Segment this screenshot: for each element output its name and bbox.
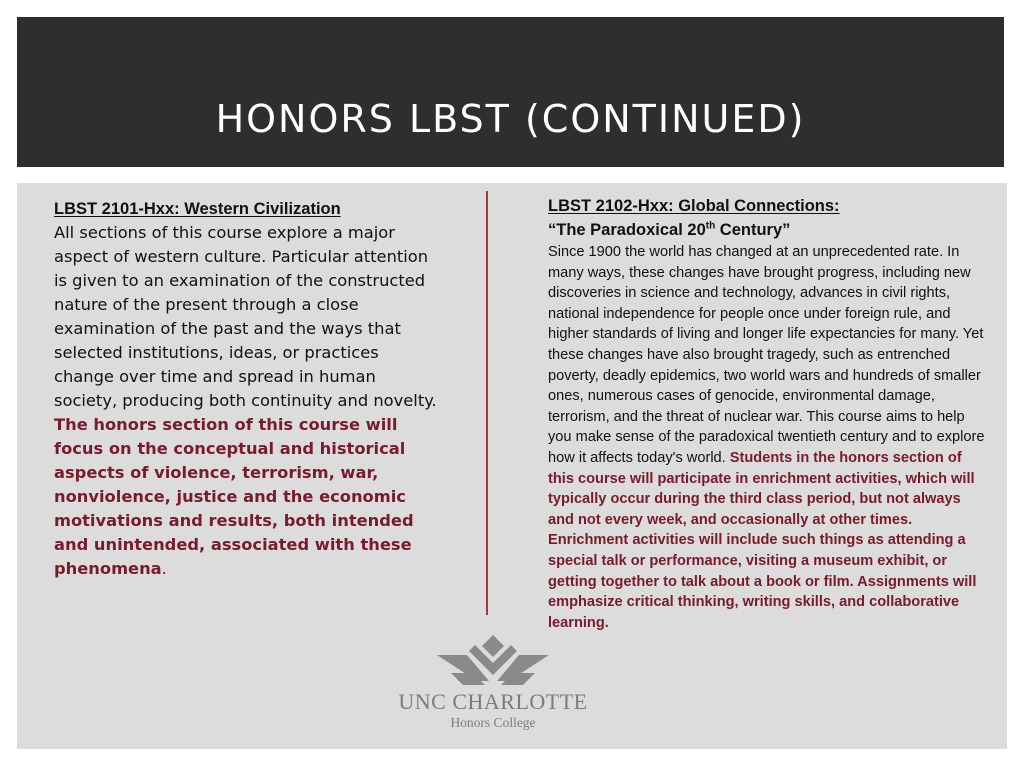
- right-column: [548, 195, 986, 633]
- left-course-title: LBST 2101-Hxx: Western Civilization: [54, 200, 341, 218]
- crown-icon: [373, 631, 613, 691]
- title-bar: [17, 17, 1004, 167]
- left-column: [54, 197, 442, 581]
- right-course-subtitle: “The Paradoxical 20th Century”: [548, 220, 791, 239]
- column-divider: [486, 191, 488, 615]
- slide-title: HONORS LBST (CONTINUED): [215, 97, 806, 141]
- right-course-description: Since 1900 the world has changed at an unprecedented rate. In many ways, these changes have brought progress, including new discoveries in science and technology, advances in civil rights, national independence for people once under foreign rule, and higher standards of living and longer life expectancies for many. Yet these changes have also brought tragedy, such as entrenched poverty, deadly epidemics, two world wars and hundreds of smaller ones, numerous cases of genocide, environmental damage, terrorism, and the threat of nuclear war. This course aims to help you make sense of the paradoxical twentieth century and to explore how it affects today's world.: [548, 244, 985, 466]
- unc-charlotte-logo: [373, 631, 613, 741]
- logo-name: UNC CHARLOTTE: [398, 689, 588, 714]
- left-ending-period: .: [161, 559, 167, 578]
- content-panel: [17, 183, 1007, 749]
- right-course-title: LBST 2102-Hxx: Global Connections:: [548, 197, 840, 215]
- logo-subtitle: Honors College: [450, 715, 536, 730]
- left-honors-description: The honors section of this course will focus on the conceptual and historical aspects of violence, terrorism, war, nonviolence, justice and the economic motivations and results, both intended and unintended, associated with these phenomena: [54, 415, 414, 578]
- right-honors-description: Students in the honors section of this course will participate in enrichment activities, which will typically occur during the third class period, but not always and not every week, and occasionally at other times. Enrichment activities will include such things as attending a special talk or performance, visiting a museum exhibit, or getting together to talk about a book or film. Assignments will emphasize critical thinking, writing skills, and collaborative learning.: [548, 449, 977, 631]
- left-course-description: All sections of this course explore a major aspect of western culture. Particular attention is given to an examination of the constructed nature of the present through a close examination of the past and the ways that selected institutions, ideas, or practices change over time and spread in human society, producing both continuity and novelty.: [54, 223, 437, 410]
